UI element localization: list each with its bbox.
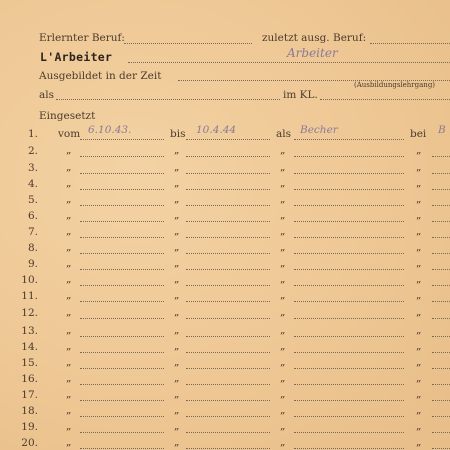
ditto-mark: „ [174,306,180,318]
row-1-von-line [80,139,164,140]
ditto-mark: „ [66,289,72,301]
row-field-line [294,416,404,417]
ditto-mark: „ [66,193,72,205]
ditto-mark: „ [66,356,72,368]
row-number: 7. [27,226,38,238]
zuletzt-beruf-value-line [265,62,450,63]
row-field-line [80,384,164,385]
row-number: 5. [27,194,38,206]
ditto-mark: „ [416,273,422,285]
ausgebildet-label: Ausgebildet in der Zeit [39,70,162,82]
row-field-line [80,336,164,337]
row-field-line [294,285,404,286]
row-field-line [80,416,164,417]
ditto-mark: „ [280,177,286,189]
ditto-mark: „ [66,436,72,448]
ditto-mark: „ [174,356,180,368]
row-number: 19. [21,421,38,433]
ditto-mark: „ [416,193,422,205]
row-field-line [432,205,450,206]
row-field-line [186,237,270,238]
ditto-mark: „ [66,209,72,221]
row-field-line [294,173,404,174]
ditto-mark: „ [280,404,286,416]
ditto-mark: „ [416,404,422,416]
erlernter-beruf-label: Erlernter Beruf: [39,32,125,44]
ditto-mark: „ [416,209,422,221]
ditto-mark: „ [174,177,180,189]
row-field-line [80,253,164,254]
bis-label: bis [170,128,186,140]
ditto-mark: „ [174,193,180,205]
row-number: 16. [21,373,38,385]
row-field-line [186,432,270,433]
row-number: 8. [27,242,38,254]
ditto-mark: „ [416,144,422,156]
row-number: 20. [21,437,38,449]
row-field-line [186,253,270,254]
row-field-line [186,400,270,401]
ditto-mark: „ [280,209,286,221]
ditto-mark: „ [416,306,422,318]
row-1-bis-value: 10.4.44 [196,124,237,136]
ditto-mark: „ [66,161,72,173]
row-number: 17. [21,389,38,401]
row-field-line [294,189,404,190]
row-field-line [80,400,164,401]
ditto-mark: „ [280,144,286,156]
ditto-mark: „ [174,372,180,384]
ditto-mark: „ [174,420,180,432]
row-field-line [294,221,404,222]
row-field-line [80,432,164,433]
ditto-mark: „ [66,388,72,400]
ditto-mark: „ [66,306,72,318]
ditto-mark: „ [174,273,180,285]
row-field-line [186,205,270,206]
ditto-mark: „ [416,177,422,189]
row-field-line [186,336,270,337]
ditto-mark: „ [280,241,286,253]
row-1-als-value: Becher [300,124,338,136]
row-field-line [186,318,270,319]
row-field-line [294,237,404,238]
row-field-line [80,368,164,369]
ditto-mark: „ [174,209,180,221]
row-field-line [294,301,404,302]
row-field-line [186,368,270,369]
row-number: 12. [21,307,38,319]
ditto-mark: „ [280,420,286,432]
row-field-line [186,285,270,286]
row-field-line [432,384,450,385]
ditto-mark: „ [280,340,286,352]
row-field-line [294,156,404,157]
ditto-mark: „ [280,324,286,336]
row-field-line [186,448,270,449]
row-field-line [294,269,404,270]
row-number: 9. [27,258,38,270]
ditto-mark: „ [416,372,422,384]
ditto-mark: „ [416,388,422,400]
ausbildung-note: (Ausbildungslehrgang) [354,81,436,89]
row-field-line [432,432,450,433]
zuletzt-beruf-line-top [370,43,450,44]
row-field-line [186,189,270,190]
row-field-line [432,156,450,157]
ditto-mark: „ [280,289,286,301]
row-field-line [80,221,164,222]
row-field-line [294,384,404,385]
ditto-mark: „ [66,273,72,285]
row-field-line [80,189,164,190]
ditto-mark: „ [174,404,180,416]
row-field-line [80,173,164,174]
row-field-line [294,352,404,353]
row-field-line [294,253,404,254]
ditto-mark: „ [416,225,422,237]
row-field-line [432,301,450,302]
row-number: 10. [21,274,38,286]
erlernter-beruf-value-line [128,62,268,63]
row-field-line [80,301,164,302]
ditto-mark: „ [280,161,286,173]
als-column-label: als [276,128,292,140]
ditto-mark: „ [174,340,180,352]
row-field-line [294,368,404,369]
row-field-line [294,448,404,449]
row-number: 11. [21,290,38,302]
row-field-line [186,416,270,417]
ditto-mark: „ [66,225,72,237]
row-field-line [80,285,164,286]
row-field-line [80,205,164,206]
row-number: 13. [21,325,38,337]
ditto-mark: „ [66,241,72,253]
ditto-mark: „ [66,372,72,384]
zuletzt-beruf-value: Arbeiter [287,46,338,60]
ditto-mark: „ [280,257,286,269]
row-field-line [294,432,404,433]
row-field-line [432,285,450,286]
ditto-mark: „ [416,436,422,448]
row-field-line [186,352,270,353]
ditto-mark: „ [416,161,422,173]
ditto-mark: „ [66,404,72,416]
ditto-mark: „ [416,356,422,368]
ditto-mark: „ [280,273,286,285]
ditto-mark: „ [66,257,72,269]
bei-label: bei [410,128,427,140]
ditto-mark: „ [174,144,180,156]
row-1-von-value: 6.10.43. [88,124,132,136]
ditto-mark: „ [174,225,180,237]
ditto-mark: „ [66,144,72,156]
ditto-mark: „ [416,420,422,432]
row-field-line [186,221,270,222]
row-field-line [186,269,270,270]
row-number: 1. [27,128,38,140]
row-field-line [432,416,450,417]
row-field-line [432,253,450,254]
ditto-mark: „ [280,225,286,237]
ditto-mark: „ [174,388,180,400]
ditto-mark: „ [280,193,286,205]
ditto-mark: „ [66,177,72,189]
row-field-line [294,318,404,319]
im-kl-label: im KL. [283,89,318,101]
erlernter-beruf-value: L'Arbeiter [40,50,113,64]
row-number: 3. [27,162,38,174]
ditto-mark: „ [280,356,286,368]
row-field-line [186,156,270,157]
row-field-line [432,221,450,222]
row-field-line [80,156,164,157]
row-field-line [432,336,450,337]
ditto-mark: „ [174,241,180,253]
ditto-mark: „ [280,436,286,448]
row-field-line [432,352,450,353]
row-field-line [294,400,404,401]
row-1-bei-value: B [438,124,446,136]
row-field-line [432,237,450,238]
ditto-mark: „ [66,420,72,432]
ditto-mark: „ [174,257,180,269]
row-field-line [186,301,270,302]
row-1-als-line [294,139,404,140]
von-label: vom [58,128,81,140]
als-label: als [39,89,55,101]
row-field-line [432,400,450,401]
row-field-line [80,352,164,353]
ditto-mark: „ [174,161,180,173]
ditto-mark: „ [416,340,422,352]
row-number: 6. [27,210,38,222]
row-number: 2. [27,145,38,157]
row-field-line [432,189,450,190]
row-field-line [432,368,450,369]
ditto-mark: „ [174,436,180,448]
als-line [56,99,280,100]
ditto-mark: „ [280,372,286,384]
row-1-bis-line [186,139,270,140]
row-field-line [80,269,164,270]
ditto-mark: „ [416,241,422,253]
zuletzt-beruf-label: zuletzt ausg. Beruf: [262,32,367,44]
erlernter-beruf-line [124,43,252,44]
row-number: 14. [21,341,38,353]
row-field-line [432,269,450,270]
row-number: 18. [21,405,38,417]
eingesetzt-title: Eingesetzt [39,110,96,122]
ditto-mark: „ [66,324,72,336]
row-field-line [432,173,450,174]
row-field-line [432,448,450,449]
ditto-mark: „ [174,324,180,336]
row-field-line [80,448,164,449]
row-field-line [186,173,270,174]
row-number: 4. [27,178,38,190]
ditto-mark: „ [416,289,422,301]
row-number: 15. [21,357,38,369]
ditto-mark: „ [66,340,72,352]
row-field-line [80,237,164,238]
ditto-mark: „ [416,324,422,336]
row-field-line [294,336,404,337]
im-kl-line [320,99,450,100]
row-field-line [80,318,164,319]
row-field-line [432,318,450,319]
ditto-mark: „ [280,388,286,400]
ditto-mark: „ [174,289,180,301]
row-field-line [294,205,404,206]
row-field-line [186,384,270,385]
ditto-mark: „ [416,257,422,269]
ditto-mark: „ [280,306,286,318]
